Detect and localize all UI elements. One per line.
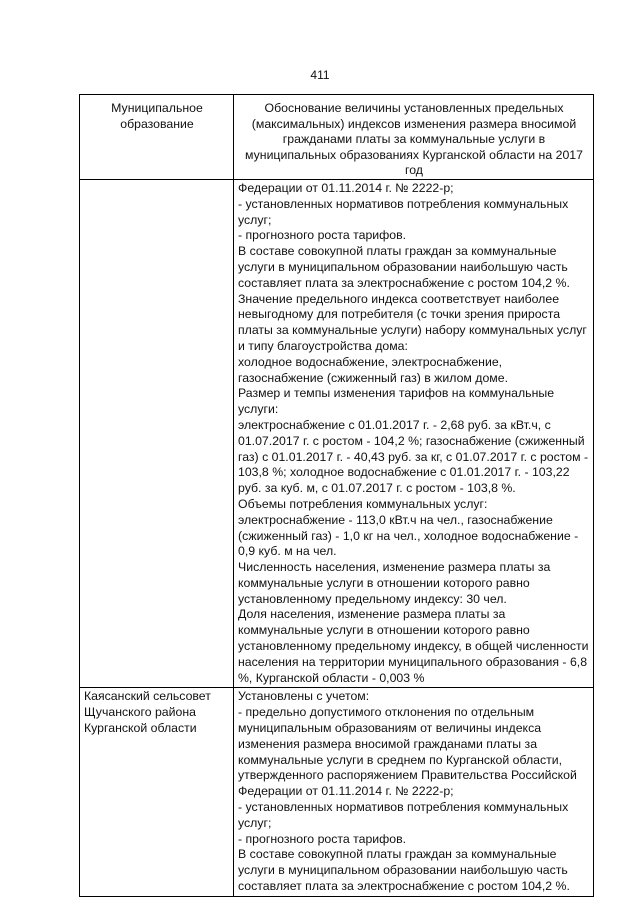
header-municipality: Муниципальное образование <box>80 95 234 180</box>
paragraph: Доля населения, изменение размера платы за коммунальные услуги в отношении которого равно установленному предельному индексу, в общей численности населения на территории муниципального образования - 6,8 %, Курганской области - 0,003 % <box>238 607 589 685</box>
paragraph: Федерации от 01.11.2014 г. № 2222-р; <box>238 180 454 195</box>
table-header-row <box>80 95 594 180</box>
paragraph: - прогнозного роста тарифов. <box>238 228 407 243</box>
paragraph: электроснабжение - 113,0 кВт.ч на чел., газоснабжение (сжиженный газ) - 1,0 кг на чел., холодное водоснабжение - 0,9 куб. м на чел. <box>238 512 579 559</box>
table-row <box>80 179 594 688</box>
paragraph: В составе совокупной платы граждан за коммунальные услуги в муниципальном образовании наибольшую часть составляет плата за электроснабжение с ростом 104,2 %. <box>238 847 570 894</box>
paragraph: - установленных нормативов потребления коммунальных услуг; <box>238 800 569 830</box>
paragraph: В составе совокупной платы граждан за коммунальные услуги в муниципальном образовании наибольшую часть составляет плата за электроснабжение с ростом 104,2 %. <box>238 244 570 290</box>
paragraph: Численность населения, изменение размера платы за коммунальные услуги в отношении которого равно установленному предельному индексу: 30 чел. <box>238 560 551 606</box>
paragraph: Объемы потребления коммунальных услуг: <box>238 496 488 511</box>
page-number: 411 <box>310 68 330 82</box>
paragraph: холодное водоснабжение, электроснабжение, газоснабжение (сжиженный газ) в жилом доме. <box>238 354 509 385</box>
row-2-municipality: Каясанский сельсовет Щучанского района Курганской области <box>80 688 234 896</box>
row-2-justification <box>234 688 594 896</box>
paragraph: электроснабжение с 01.01.2017 г. - 2,68 руб. за кВт.ч, с 01.07.2017 г. с ростом - 104,2 %; газоснабжение (сжиженный газ) с 01.01.2017 г. - 40,43 руб. за кг, с 01.07.2017 г. с ростом - 103,8 %; холодное водоснабжение с 01.01.2017 г. - 103,22 руб. за куб. м, с 01.07.2017 г. с ростом - 103,8 %. <box>238 417 589 496</box>
paragraph: Установлены с учетом: <box>238 689 370 704</box>
paragraph: - предельно допустимого отклонения по отдельным муниципальным образованиям от величины индекса изменения размера вносимой гражданами платы за коммунальные услуги в среднем по Курганской области, утвержденного распоряжением Правительства Российской Федерации от 01.11.2014 г. № 2222-р; <box>238 705 577 799</box>
paragraph: - установленных нормативов потребления коммунальных услуг; <box>238 196 569 227</box>
row-1-municipality <box>80 179 234 688</box>
paragraph: Размер и темпы изменения тарифов на коммунальные услуги: <box>238 386 555 417</box>
row-1-justification <box>234 179 594 688</box>
paragraph: - прогнозного роста тарифов. <box>238 831 407 846</box>
table-row <box>80 688 594 896</box>
justification-table <box>79 94 594 897</box>
paragraph: Значение предельного индекса соответствует наиболее невыгодному для потребителя (с точки зрения прироста платы за коммунальные услуги) набору коммунальных услуг и типу благоустройства дома: <box>238 291 587 353</box>
header-justification: Обоснование величины установленных предельных (максимальных) индексов изменения размера вносимой гражданами платы за коммунальные услуги в муниципальных образованиях Курганской области на 2017 год <box>234 95 594 180</box>
